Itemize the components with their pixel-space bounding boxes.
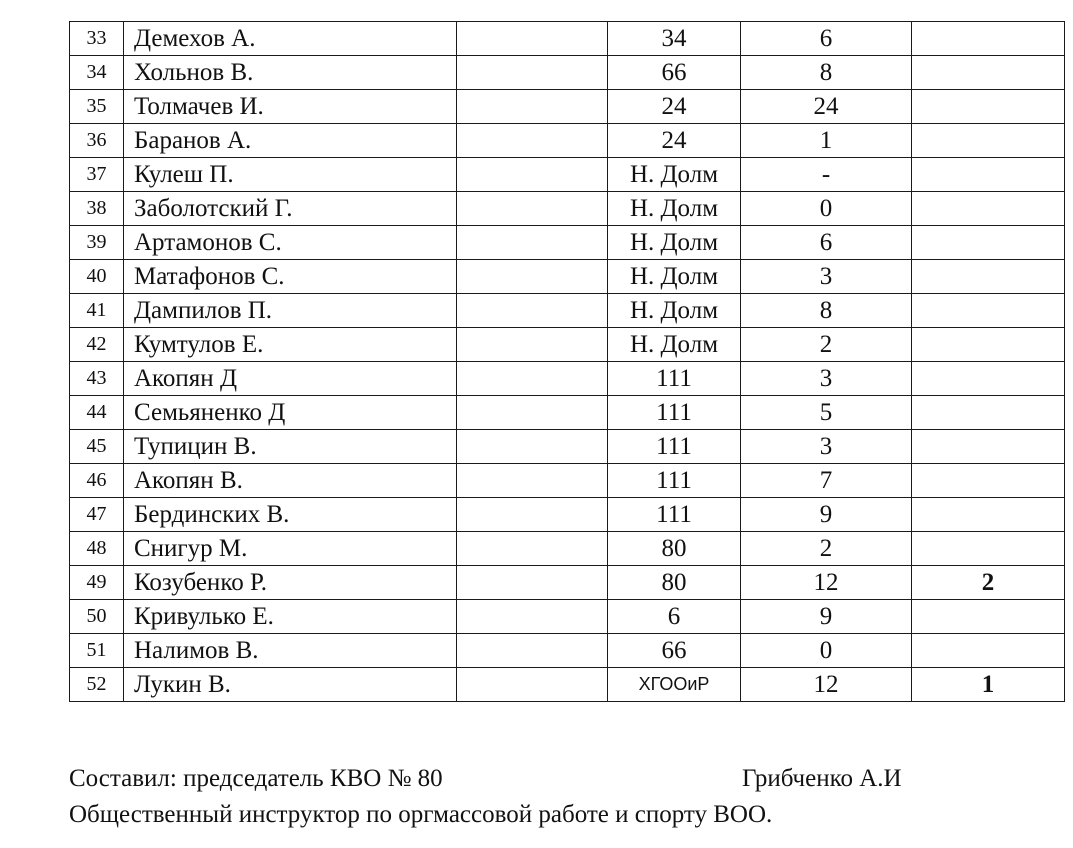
table-row (70, 260, 1065, 294)
table-row (70, 668, 1065, 702)
blank-cell (457, 124, 608, 158)
row-number-cell: 33 (70, 22, 124, 56)
row-number-cell: 52 (70, 668, 124, 702)
value-a-cell: 111 (608, 498, 741, 532)
results-table-body (70, 22, 1065, 702)
value-a-cell: 80 (608, 566, 741, 600)
participant-name-cell: Снигур М. (124, 532, 457, 566)
value-b-cell: - (741, 158, 912, 192)
place-cell (912, 124, 1065, 158)
blank-cell (457, 668, 608, 702)
table-row (70, 566, 1065, 600)
table-row (70, 498, 1065, 532)
table-row (70, 464, 1065, 498)
place-cell: 2 (912, 566, 1065, 600)
table-row (70, 600, 1065, 634)
table-row (70, 532, 1065, 566)
participant-name-cell: Хольнов В. (124, 56, 457, 90)
row-number-cell: 50 (70, 600, 124, 634)
value-b-cell: 3 (741, 260, 912, 294)
value-b-cell: 24 (741, 90, 912, 124)
value-b-cell: 2 (741, 328, 912, 362)
value-b-cell: 1 (741, 124, 912, 158)
compiled-by-line: Составил: председатель КВО № 80 (69, 765, 443, 792)
participant-name-cell: Артамонов С. (124, 226, 457, 260)
value-a-cell: 6 (608, 600, 741, 634)
table-row (70, 90, 1065, 124)
value-a-cell: Н. Долм (608, 226, 741, 260)
value-a-cell: 34 (608, 22, 741, 56)
row-number-cell: 51 (70, 634, 124, 668)
row-number-cell: 43 (70, 362, 124, 396)
participant-name-cell: Заболотский Г. (124, 192, 457, 226)
participant-name-cell: Бердинских В. (124, 498, 457, 532)
table-row (70, 192, 1065, 226)
row-number-cell: 38 (70, 192, 124, 226)
blank-cell (457, 464, 608, 498)
place-cell (912, 22, 1065, 56)
value-b-cell: 0 (741, 634, 912, 668)
blank-cell (457, 396, 608, 430)
blank-cell (457, 600, 608, 634)
place-cell (912, 362, 1065, 396)
value-b-cell: 3 (741, 362, 912, 396)
participant-name-cell: Дампилов П. (124, 294, 457, 328)
value-b-cell: 2 (741, 532, 912, 566)
row-number-cell: 40 (70, 260, 124, 294)
table-row (70, 158, 1065, 192)
value-a-cell: 111 (608, 362, 741, 396)
place-cell (912, 294, 1065, 328)
blank-cell (457, 90, 608, 124)
participant-name-cell: Акопян В. (124, 464, 457, 498)
value-a-cell: Н. Долм (608, 260, 741, 294)
blank-cell (457, 158, 608, 192)
row-number-cell: 39 (70, 226, 124, 260)
table-row (70, 56, 1065, 90)
place-cell (912, 226, 1065, 260)
place-cell (912, 260, 1065, 294)
value-b-cell: 6 (741, 22, 912, 56)
blank-cell (457, 294, 608, 328)
value-b-cell: 8 (741, 294, 912, 328)
place-cell (912, 90, 1065, 124)
row-number-cell: 45 (70, 430, 124, 464)
place-cell (912, 600, 1065, 634)
participant-name-cell: Лукин В. (124, 668, 457, 702)
blank-cell (457, 192, 608, 226)
row-number-cell: 37 (70, 158, 124, 192)
place-cell: 1 (912, 668, 1065, 702)
value-b-cell: 6 (741, 226, 912, 260)
value-a-cell: 24 (608, 90, 741, 124)
participant-name-cell: Матафонов С. (124, 260, 457, 294)
table-row (70, 124, 1065, 158)
place-cell (912, 464, 1065, 498)
row-number-cell: 36 (70, 124, 124, 158)
participant-name-cell: Козубенко Р. (124, 566, 457, 600)
blank-cell (457, 532, 608, 566)
participant-name-cell: Семьяненко Д (124, 396, 457, 430)
place-cell (912, 192, 1065, 226)
blank-cell (457, 430, 608, 464)
value-a-cell: Н. Долм (608, 328, 741, 362)
blank-cell (457, 498, 608, 532)
value-a-cell: 24 (608, 124, 741, 158)
row-number-cell: 42 (70, 328, 124, 362)
place-cell (912, 498, 1065, 532)
blank-cell (457, 328, 608, 362)
place-cell (912, 328, 1065, 362)
results-table (69, 21, 1065, 702)
participant-name-cell: Баранов А. (124, 124, 457, 158)
participant-name-cell: Кумтулов Е. (124, 328, 457, 362)
blank-cell (457, 22, 608, 56)
value-a-cell: Н. Долм (608, 294, 741, 328)
row-number-cell: 44 (70, 396, 124, 430)
value-a-cell: 111 (608, 396, 741, 430)
table-row (70, 430, 1065, 464)
table-row (70, 22, 1065, 56)
value-b-cell: 5 (741, 396, 912, 430)
value-a-cell: Н. Долм (608, 192, 741, 226)
value-a-cell: ХГООиР (608, 668, 741, 702)
value-a-cell: 80 (608, 532, 741, 566)
place-cell (912, 634, 1065, 668)
value-a-cell: Н. Долм (608, 158, 741, 192)
blank-cell (457, 56, 608, 90)
participant-name-cell: Толмачев И. (124, 90, 457, 124)
value-a-cell: 66 (608, 634, 741, 668)
value-b-cell: 12 (741, 566, 912, 600)
blank-cell (457, 260, 608, 294)
blank-cell (457, 226, 608, 260)
value-b-cell: 12 (741, 668, 912, 702)
place-cell (912, 396, 1065, 430)
table-row (70, 634, 1065, 668)
row-number-cell: 35 (70, 90, 124, 124)
table-row (70, 396, 1065, 430)
blank-cell (457, 566, 608, 600)
table-row (70, 362, 1065, 396)
row-number-cell: 48 (70, 532, 124, 566)
place-cell (912, 532, 1065, 566)
place-cell (912, 56, 1065, 90)
value-a-cell: 111 (608, 464, 741, 498)
position-line: Общественный инструктор по оргмассовой работе и спорту ВОО. (69, 801, 773, 828)
value-b-cell: 8 (741, 56, 912, 90)
place-cell (912, 430, 1065, 464)
row-number-cell: 46 (70, 464, 124, 498)
signer-name: Грибченко А.И (742, 765, 902, 792)
row-number-cell: 47 (70, 498, 124, 532)
value-b-cell: 9 (741, 498, 912, 532)
row-number-cell: 41 (70, 294, 124, 328)
participant-name-cell: Акопян Д (124, 362, 457, 396)
value-b-cell: 9 (741, 600, 912, 634)
value-a-cell: 66 (608, 56, 741, 90)
value-b-cell: 0 (741, 192, 912, 226)
table-row (70, 328, 1065, 362)
value-b-cell: 3 (741, 430, 912, 464)
blank-cell (457, 634, 608, 668)
row-number-cell: 34 (70, 56, 124, 90)
blank-cell (457, 362, 608, 396)
participant-name-cell: Кривулько Е. (124, 600, 457, 634)
participant-name-cell: Кулеш П. (124, 158, 457, 192)
table-row (70, 294, 1065, 328)
participant-name-cell: Налимов В. (124, 634, 457, 668)
place-cell (912, 158, 1065, 192)
value-b-cell: 7 (741, 464, 912, 498)
row-number-cell: 49 (70, 566, 124, 600)
participant-name-cell: Демехов А. (124, 22, 457, 56)
participant-name-cell: Тупицин В. (124, 430, 457, 464)
value-a-cell: 111 (608, 430, 741, 464)
table-row (70, 226, 1065, 260)
